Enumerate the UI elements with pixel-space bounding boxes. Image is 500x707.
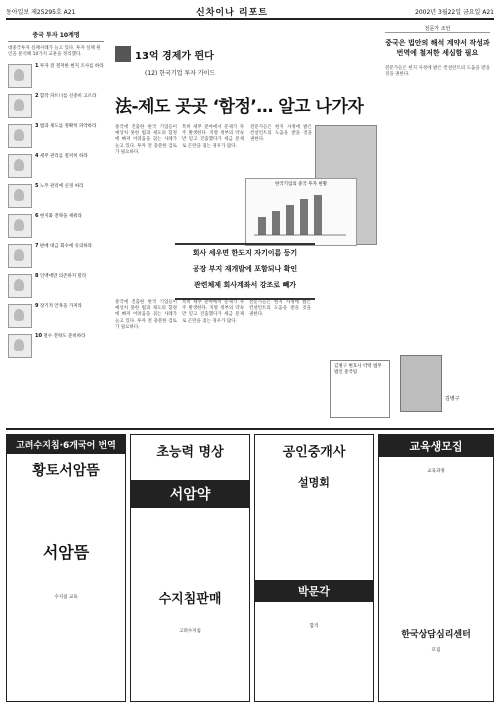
ad-1-tag: 수지침 교육 (54, 595, 78, 600)
sidebar-list-item (8, 124, 104, 148)
ad-3[interactable] (254, 434, 374, 702)
sidebar-item-text: 장기적 안목을 가져라 (39, 304, 82, 309)
illustration-icon (8, 304, 32, 328)
body-column-3: 전문가들은 현지 사정에 밝은 컨설턴트의 도움을 받을 것을 권한다. (250, 125, 312, 143)
illustration-icon (8, 64, 32, 88)
right-column-body: 전문가들은 현지 사정에 밝은 컨설턴트의 도움을 받을 것을 권한다. (385, 66, 490, 78)
pull-quote-line-1: 회사 세우면 한도지 자기이름 등기 (192, 249, 298, 257)
ad-3-top: 공인중개사 (282, 445, 346, 460)
page-header (6, 4, 494, 20)
sidebar-list-item (8, 304, 104, 328)
ad-3-tag: 합격 (309, 624, 319, 629)
sidebar-intro: 대중국투자 실패사례가 늘고 있다. 투자 실패 원인을 분석해 10가지 교훈을 정리했다. (8, 46, 101, 57)
lower-column-3: 전문가들은 현지 사정에 밝은 컨설턴트의 도움을 받을 것을 권한다. (249, 300, 311, 318)
ad-4-tag: 모집 (431, 648, 441, 653)
illustration-icon (8, 94, 32, 118)
section-title: 13억 경제가 뛴다 (135, 51, 214, 62)
illustration-icon (8, 214, 32, 238)
illustration-icon (8, 184, 32, 208)
sidebar-item-number: 9 (35, 303, 39, 309)
header-left: 동아일보 제25295호 A21 (6, 9, 76, 16)
sidebar-list-item (8, 64, 104, 88)
author-name: 김병구 (445, 396, 460, 402)
body-column-1: 중국에 진출한 한국 기업들이 예상치 못한 법과 제도의 함정에 빠져 어려움을 겪는 사례가 늘고 있다. 투자 전 충분한 검토가 필요하다. (115, 125, 177, 155)
sidebar-list-item (8, 214, 104, 238)
sidebar-item-number: 3 (35, 123, 39, 129)
lower-column-1: 중국에 진출한 한국 기업들이 예상치 못한 법과 제도의 함정에 빠져 어려움을 겪는 사례가 늘고 있다. 투자 전 충분한 검토가 필요하다. (115, 300, 177, 330)
pull-quote-line-3: 관련체제 회사계좌서 강조로 빼가 (194, 281, 296, 289)
sidebar-item-number: 1 (35, 63, 39, 69)
sidebar-item-text: 합작 파트너를 신중히 고르라 (39, 94, 97, 99)
right-column-title: 중국은 법안의 해석 계약서 작성과 번역에 철저한 세심함 필요 (385, 39, 490, 57)
author-box: 김병구 변호사 약력 법무법인 중국팀 (330, 360, 390, 418)
sidebar-list-item (8, 154, 104, 178)
illustration-icon (8, 274, 32, 298)
sidebar-item-text: 투자 전 철저한 현지 조사를 하라 (39, 64, 104, 69)
section-subtitle: (12) 한국기업 투자 가이드 (145, 70, 216, 77)
ad-3-bottom: 박문각 (255, 580, 373, 602)
ad-2-mid: 서암약 (131, 480, 249, 508)
sidebar-item-text: 법과 제도를 정확히 파악하라 (39, 124, 97, 129)
sidebar-item-text: 세무 관리를 철저히 하라 (39, 154, 88, 159)
ad-2[interactable] (130, 434, 250, 702)
chart-box (245, 178, 357, 246)
ad-2-bottom: 수지침판매 (158, 592, 222, 607)
header-title: 신차이나 리포트 (196, 8, 268, 18)
ad-4-bottom: 한국상담심리센터 (401, 630, 471, 640)
header-right: 2002년 3월22일 금요일 A21 (415, 9, 494, 16)
sidebar-list-item (8, 94, 104, 118)
sidebar-item-number: 7 (35, 243, 39, 249)
chart-title: 한국기업의 중국 투자 현황 (274, 182, 328, 187)
sidebar-item-text: 노무 관리에 신경 써라 (39, 184, 84, 189)
ad-4-mid: 교육과정 (427, 469, 445, 474)
sidebar-item-number: 2 (35, 93, 39, 99)
author-photo (400, 355, 442, 412)
ad-1[interactable] (6, 434, 126, 702)
sidebar-item-text: 철수 전략도 준비하라 (43, 334, 86, 339)
lower-column-2: 특히 세무 분야에서 문제가 자주 발생한다. 지방 정부의 약속만 믿고 진출했다가 세금 문제로 곤란을 겪는 경우가 많다. (182, 300, 244, 324)
sidebar-item-text: 현지화 전략을 세워라 (39, 214, 82, 219)
section-tag (115, 46, 275, 77)
ad-1-mid: 황토서암뜸 (32, 463, 100, 479)
sidebar-item-number: 10 (35, 333, 42, 339)
sidebar-title: 중국 투자 10계명 (8, 30, 104, 42)
body-column-2: 특히 세무 분야에서 문제가 자주 발생한다. 지방 정부의 약속만 믿고 진출했다가 세금 문제로 곤란을 겪는 경우가 많다. (182, 125, 244, 149)
sidebar-list-item (8, 274, 104, 298)
sidebar-item-number: 4 (35, 153, 39, 159)
section-mark (115, 46, 131, 62)
ad-1-bottom: 서암뜸 (42, 543, 90, 562)
sidebar-item-number: 5 (35, 183, 39, 189)
ad-4[interactable] (378, 434, 494, 702)
right-column-label: 전문가 조언 (385, 25, 490, 33)
illustration-icon (8, 124, 32, 148)
sidebar-item-number: 6 (35, 213, 39, 219)
sidebar (8, 30, 104, 430)
ad-section (6, 428, 494, 704)
sidebar-item-text: 인맥에만 의존하지 말라 (39, 274, 87, 279)
sidebar-list-item (8, 334, 104, 358)
illustration-icon (8, 244, 32, 268)
ad-4-top: 교육생모집 (379, 435, 493, 457)
sidebar-item-text: 판매 대금 회수에 유의하라 (39, 244, 93, 249)
ad-2-top: 초능력 명상 (156, 445, 224, 460)
pull-quote-line-2: 공장 부지 재개발에 포함되나 확인 (192, 265, 298, 273)
sidebar-list (8, 64, 104, 358)
illustration-icon (8, 154, 32, 178)
pull-quote (175, 243, 315, 300)
ad-2-tag: 고려수지침 (179, 629, 201, 634)
ad-1-top: 고려수지침·6개국어 번역 (7, 435, 125, 454)
sidebar-item-number: 8 (35, 273, 39, 279)
chart-graphic (246, 187, 354, 239)
headline: 法-제도 곳곳 ‘함정’… 알고 나가자 (115, 97, 364, 117)
sidebar-list-item (8, 244, 104, 268)
sidebar-list-item (8, 184, 104, 208)
ad-3-mid: 설명회 (298, 476, 330, 489)
illustration-icon (8, 334, 32, 358)
